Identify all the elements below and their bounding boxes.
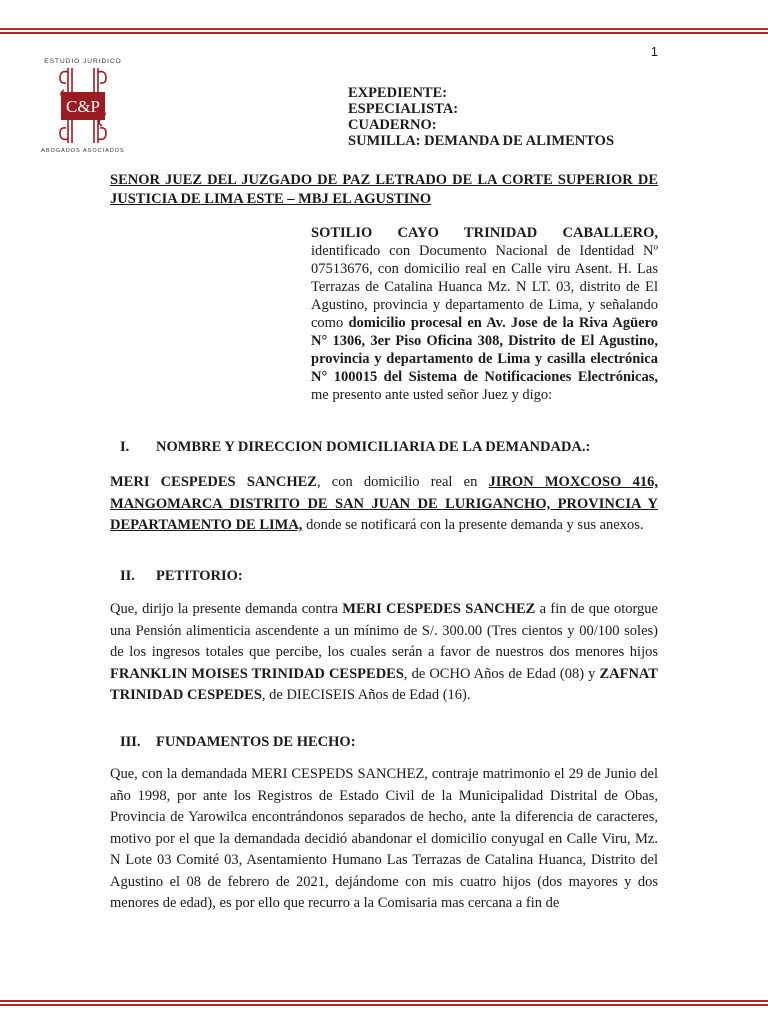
paragraph-text: , de OCHO Años de Edad (08) y (403, 665, 600, 682)
paragraph-text: , de DIECISEIS Años de Edad (16). (261, 687, 471, 703)
defendant-name: MERI CESPEDES SANCHEZ (110, 474, 317, 490)
child-name: FRANKLIN MOISES TRINIDAD CESPEDES (110, 665, 404, 682)
petitorio-paragraph (110, 599, 658, 707)
paragraph-text: a fin de que otorgue una Pensión alimenticia ascendente a un mínimo de S/. 300.00 (Tres cientos y 00/100 soles) de los ingresos totales que percibe, los cuales serán a favor de nuestros dos menores hijos (110, 601, 658, 660)
logo-emblem-icon (28, 50, 138, 160)
paragraph-text: , con domicilio real en (316, 474, 489, 490)
defendant-name: MERI CESPEDES SANCHEZ (342, 601, 536, 617)
section-number: II. (120, 568, 135, 584)
section-heading-1 (120, 439, 590, 456)
section-title: NOMBRE Y DIRECCION DOMICILIARIA DE LA DEMANDADA.: (156, 439, 591, 455)
sumilla-label: SUMILLA: DEMANDA DE ALIMENTOS (348, 133, 615, 149)
child-name: ZAFNAT TRINIDAD CESPEDES (110, 665, 658, 703)
plaintiff-closing: me presento ante usted señor Juez y digo: (311, 387, 553, 403)
paragraph-text: Que, dirijo la presente demanda contra (110, 601, 343, 617)
plaintiff-name: SOTILIO CAYO TRINIDAD CABALLERO, (311, 225, 658, 241)
plaintiff-procedural-address: domicilio procesal en Av. Jose de la Riva Agüero N° 1306, 3er Piso Oficina 308, Distrito de El Agustino, provincia y departamento de Lima y casilla electrónica N° 100015 del Sistema de Notificaciones Electrónicas, (311, 315, 658, 385)
section-number: I. (120, 439, 130, 455)
section-number: III. (120, 734, 141, 750)
facts-paragraph: Que, con la demandada MERI CESPEDS SANCHEZ, contraje matrimonio el 29 de Junio del año 1998, por ante los Registros de Estado Civil de la Municipalidad Distrital de Obas, Provincia de Yarowilca encontrándonos separados de hecho, ante la diferencia de caracteres, motivo por el que la demandada decidió abandonar el domicilio conyugal en Calle Viru, Mz. N Lote 03 Comité 03, Asentamiento Humano Las Terrazas de Catalina Huanca, Distrito del Agustino el 08 de febrero de 2021, dejándome con mis cuatro hijos (dos mayores y dos menores de edad), es por ello que recurro a la Comisaria mas cercana a fin de (110, 766, 658, 911)
expediente-label: EXPEDIENTE: (348, 85, 448, 101)
header-rule (0, 28, 768, 36)
case-info-block (348, 85, 614, 149)
logo-monogram: C&P (65, 97, 101, 116)
section-title: PETITORIO: (156, 568, 243, 584)
page-number: 1 (650, 44, 658, 59)
especialista-label: ESPECIALISTA: (348, 101, 459, 117)
section-title: FUNDAMENTOS DE HECHO: (156, 734, 356, 750)
logo-top-text: ESTUDIO JURIDICO (44, 58, 122, 65)
court-addressee: SENOR JUEZ DEL JUZGADO DE PAZ LETRADO DE LA CORTE SUPERIOR DE JUSTICIA DE LIMA ESTE – MBJ EL AGUSTINO (110, 172, 658, 207)
plaintiff-identity: identificado con Documento Nacional de Identidad Nº 07513676, con domicilio real en Calle viru Asent. H. Las Terrazas de Catalina Huanca Mz. N LT. 03, distrito de El Agustino, provincia y departamento de Lima, y señalando como (311, 243, 658, 331)
section-heading-2 (120, 568, 243, 585)
firm-logo (28, 50, 138, 160)
paragraph-text: donde se notificará con la presente demanda y sus anexos. (302, 517, 644, 533)
cuaderno-label: CUADERNO: (348, 117, 437, 133)
logo-bottom-text: ABOGADOS ASOCIADOS (41, 148, 125, 154)
section-heading-3 (120, 734, 356, 751)
footer-rule (0, 1000, 768, 1008)
defendant-paragraph (110, 472, 658, 537)
plaintiff-block (311, 224, 658, 404)
defendant-address: JIRON MOXCOSO 416, MANGOMARCA DISTRITO DE SAN JUAN DE LURIGANCHO, PROVINCIA Y DEPARTAMENTO DE LIMA, (110, 474, 658, 533)
